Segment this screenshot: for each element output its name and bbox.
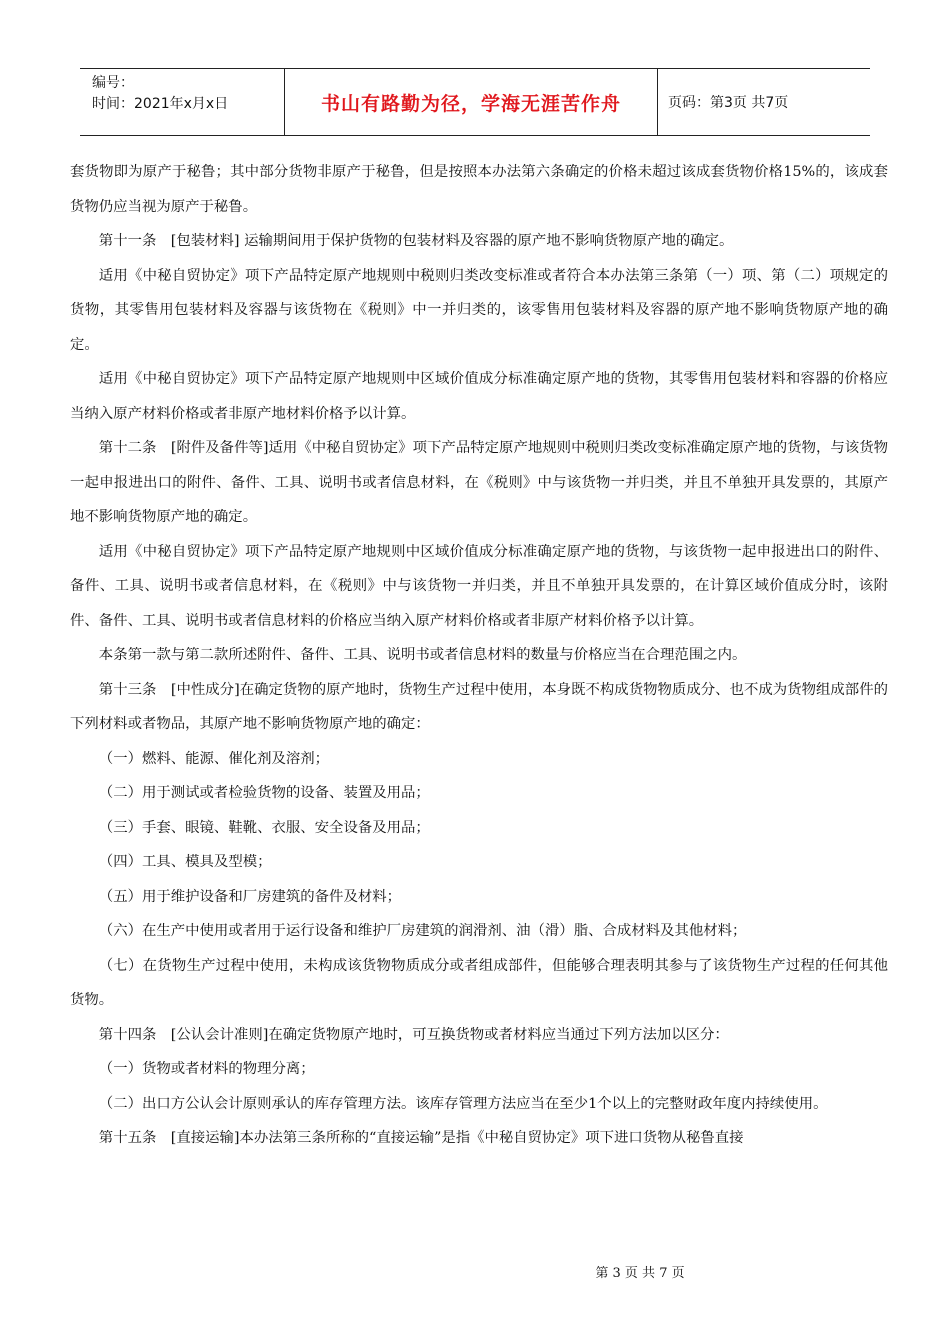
paragraph: 适用《中秘自贸协定》项下产品特定原产地规则中区域价值成分标准确定原产地的货物，与该货物一起申报进出口的附件、备件、工具、说明书或者信息材料，在《税则》中与该货物一并归类，并且不单独开具发票的，在计算区域价值成分时，该附件、备件、工具、说明书或者信息材料的价格应当纳入原产材料价格或者非原产材料价格予以计算。 bbox=[70, 543, 888, 629]
list-item: （七）在货物生产过程中使用，未构成该货物物质成分或者组成部件，但能够合理表明其参与了该货物生产过程的任何其他货物。 bbox=[70, 957, 888, 1008]
list-item: （二）用于测试或者检验货物的设备、装置及用品； bbox=[98, 785, 430, 801]
header-meta bbox=[80, 69, 284, 135]
list-item: （六）在生产中使用或者用于运行设备和维护厂房建筑的润滑剂、油（滑）脂、合成材料及其他材料； bbox=[98, 923, 747, 939]
document-time-label: 时间：2021年x月x日 bbox=[92, 96, 229, 112]
list-item: （三）手套、眼镜、鞋靴、衣服、安全设备及用品； bbox=[98, 819, 430, 836]
list-item: （一）货物或者材料的物理分离； bbox=[98, 1061, 315, 1077]
list-item: （五）用于维护设备和厂房建筑的备件及材料； bbox=[98, 888, 402, 905]
paragraph: 套货物即为原产于秘鲁；其中部分货物非原产于秘鲁，但是按照本办法第六条确定的价格未超过该成套货物价格15%的，该成套货物仍应当视为原产于秘鲁。 bbox=[70, 164, 888, 215]
list-item: （一）燃料、能源、催化剂及溶剂； bbox=[98, 750, 330, 767]
paragraph: 适用《中秘自贸协定》项下产品特定原产地规则中区域价值成分标准确定原产地的货物，其零售用包装材料和容器的价格应当纳入原产材料价格或者非原产地材料价格予以计算。 bbox=[70, 371, 888, 422]
paragraph: 第十五条 [直接运输]本办法第三条所称的“直接运输”是指《中秘自贸协定》项下进口货物从秘鲁直接 bbox=[98, 1130, 744, 1146]
page-footer: 第 3 页 共 7 页 bbox=[595, 1266, 685, 1281]
paragraph: 第十三条 [中性成分]在确定货物的原产地时，货物生产过程中使用，本身既不构成货物物质成分、也不成为货物组成部件的下列材料或者物品，其原产地不影响货物原产地的确定： bbox=[70, 681, 888, 732]
header-motto: 书山有路勤为径，学海无涯苦作舟 bbox=[284, 69, 658, 135]
paragraph: 本条第一款与第二款所述附件、备件、工具、说明书或者信息材料的数量与价格应当在合理范围之内。 bbox=[98, 647, 747, 663]
list-item: （二）出口方公认会计原则承认的库存管理方法。该库存管理方法应当在至少1个以上的完整财政年度内持续使用。 bbox=[98, 1095, 828, 1112]
header-page-label: 页码：第3页 共7页 bbox=[668, 95, 789, 111]
paragraph: 第十四条 [公认会计准则]在确定货物原产地时，可互换货物或者材料应当通过下列方法加以区分： bbox=[98, 1026, 729, 1043]
page-header bbox=[80, 68, 870, 136]
paragraph: 适用《中秘自贸协定》项下产品特定原产地规则中税则归类改变标准或者符合本办法第三条第（一）项、第（二）项规定的货物，其零售用包装材料及容器与该货物在《税则》中一并归类的，该零售用包装材料及容器的原产地不影响货物原产地的确定。 bbox=[70, 267, 888, 353]
document-body bbox=[70, 155, 888, 1156]
paragraph: 第十二条 [附件及备件等]适用《中秘自贸协定》项下产品特定原产地规则中税则归类改变标准确定原产地的货物，与该货物一起申报进出口的附件、备件、工具、说明书或者信息材料，在《税则》中与该货物一并归类，并且不单独开具发票的，其原产地不影响货物原产地的确定。 bbox=[70, 440, 888, 525]
document-code-label: 编号： bbox=[92, 75, 134, 91]
list-item: （四）工具、模具及型模； bbox=[98, 854, 272, 870]
paragraph: 第十一条 [包装材料] 运输期间用于保护货物的包装材料及容器的原产地不影响货物原产地的确定。 bbox=[98, 233, 734, 249]
